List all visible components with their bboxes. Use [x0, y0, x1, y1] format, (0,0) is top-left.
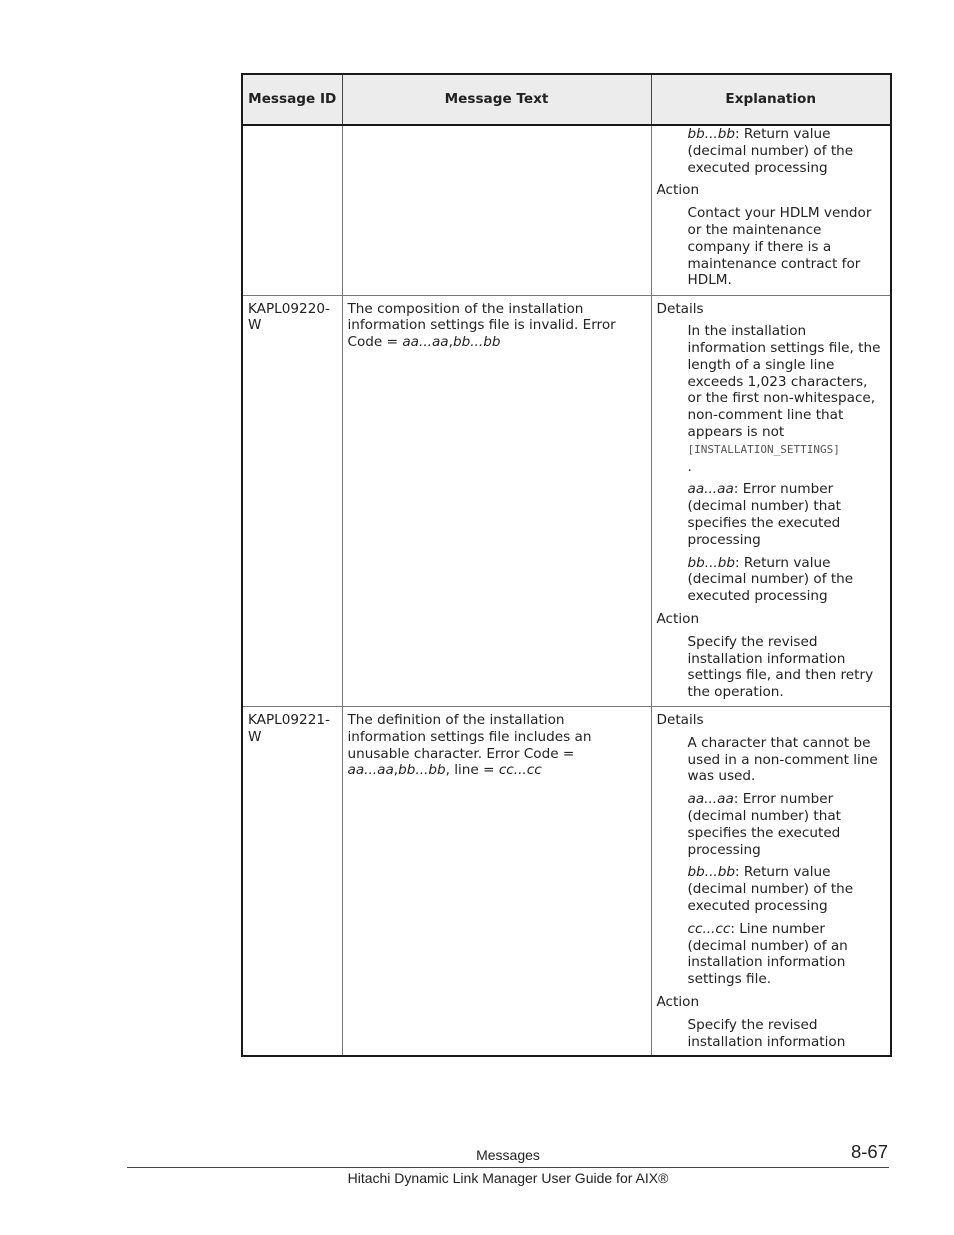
footer-divider: [127, 1167, 889, 1168]
table-row-continued: [242, 125, 891, 295]
line-number-item: [688, 921, 885, 988]
message-id-cell: [242, 125, 342, 295]
variable: bb...bb: [687, 864, 735, 881]
message-text-cell: [342, 295, 651, 707]
return-value-item: [688, 864, 885, 914]
error-number-text: : Error number (decimal number) that specifies the executed processing: [687, 791, 842, 858]
message-id-cell: [242, 707, 342, 1057]
action-text: Specify the revised installation information: [687, 1016, 846, 1050]
error-number-item: [688, 481, 885, 548]
detail-text: In the installation information settings file, the length of a single line exceeds 1,023 characters, or the first non-whitespace, non-comment line that appears is not: [687, 323, 881, 441]
page-number: 8-67: [850, 1141, 888, 1162]
return-value-item: [688, 555, 885, 605]
table-row: [242, 295, 891, 707]
explanation-cell: [651, 707, 891, 1057]
return-value-text: : Return value (decimal number) of the executed processing: [687, 126, 854, 176]
error-number-item: [688, 791, 885, 858]
message-text: The composition of the installation information settings file is invalid. Error Code =: [347, 300, 616, 351]
action-label: Action: [656, 182, 700, 199]
explanation-cell: [651, 295, 891, 707]
variable: cc...cc: [498, 762, 542, 779]
footer-section-name: Messages: [476, 1147, 540, 1163]
return-value-item: [688, 126, 885, 176]
header-message-id: Message ID: [242, 74, 342, 125]
action-text: Specify the revised installation information settings file, and then retry the operation.: [687, 633, 874, 701]
error-number-text: : Error number (decimal number) that specifies the executed processing: [687, 481, 842, 548]
variable: cc...cc: [687, 920, 731, 937]
message-id-cell: [242, 295, 342, 707]
header-explanation: Explanation: [651, 74, 891, 125]
message-text-cell: [342, 125, 651, 295]
variable: bb...bb: [452, 334, 501, 351]
variable: bb...bb: [687, 554, 735, 571]
variable: aa...aa: [402, 334, 449, 351]
message-id: KAPL09221-W: [248, 712, 330, 745]
return-value-text: : Return value (decimal number) of the executed processing: [687, 554, 854, 605]
separator: ,: [448, 334, 453, 351]
variable: aa...aa: [687, 791, 734, 808]
action-text: Contact your HDLM vendor or the maintenance company if there is a maintenance contract for HDLM.: [687, 205, 872, 289]
explanation-cell: [651, 125, 891, 295]
return-value-text: : Return value (decimal number) of the executed processing: [687, 864, 854, 914]
message-text: , line =: [445, 762, 499, 779]
line-number-text: : Line number (decimal number) of an installation information settings file.: [687, 920, 848, 988]
variable: aa...aa: [347, 762, 394, 779]
details-label: Details: [656, 712, 704, 729]
header-message-text: Message Text: [342, 74, 651, 125]
message-id: KAPL09220-W: [248, 300, 330, 334]
separator: ,: [393, 762, 399, 779]
variable: aa...aa: [687, 481, 734, 498]
table-header-row: [242, 74, 891, 125]
message-text-cell: [342, 707, 651, 1057]
table-row: [242, 707, 891, 1057]
variable: bb...bb: [398, 762, 446, 779]
detail-item: A character that cannot be used in a non-comment line was used.: [687, 734, 878, 785]
detail-item: [688, 323, 885, 475]
message-text: The definition of the installation information settings file includes an unusable character. Error Code =: [347, 712, 592, 762]
detail-period: .: [687, 458, 692, 475]
message-table: [241, 73, 892, 1057]
footer-book-title: Hitachi Dynamic Link Manager User Guide for AIX®: [347, 1170, 669, 1186]
setting-code: [INSTALLATION_SETTINGS]: [687, 442, 840, 456]
action-label: Action: [656, 611, 700, 628]
action-label: Action: [656, 993, 700, 1010]
details-label: Details: [656, 300, 704, 317]
variable: bb...bb: [687, 126, 735, 142]
